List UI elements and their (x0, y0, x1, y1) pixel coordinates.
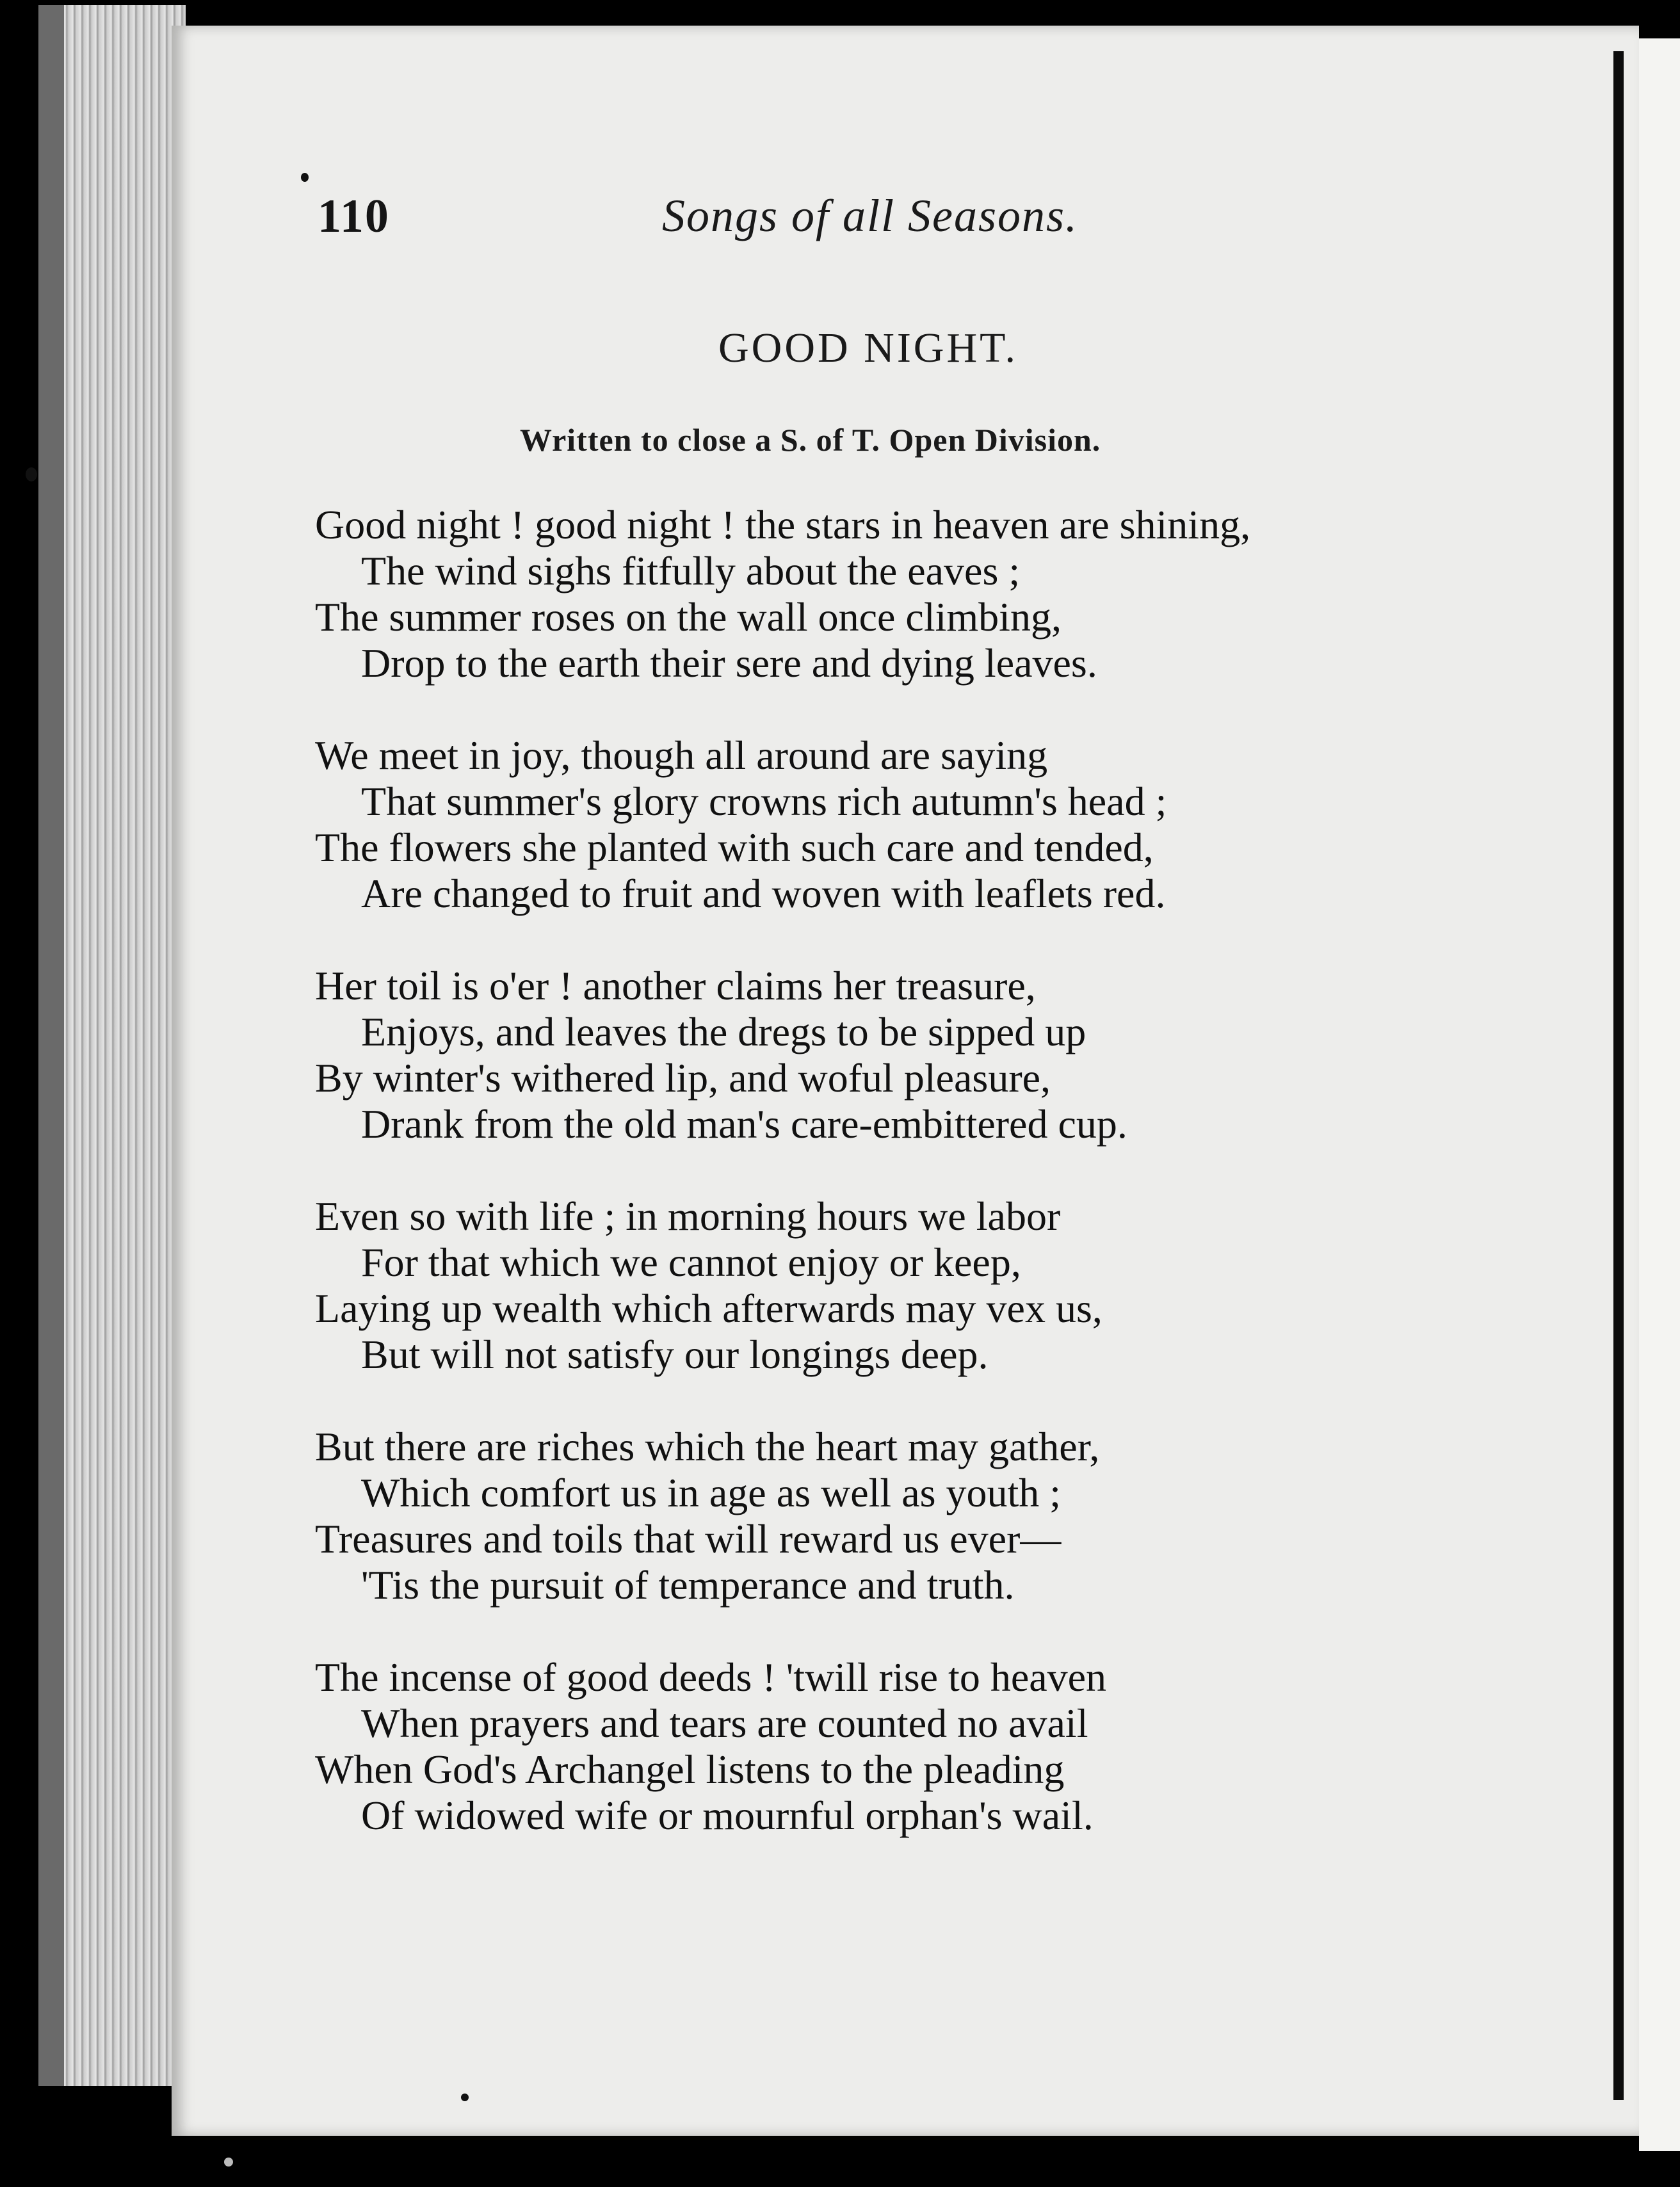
stanza (315, 1654, 1595, 1839)
poem-line: Enjoys, and leaves the dregs to be sipped up (361, 1009, 1086, 1054)
poem-line: The incense of good deeds ! 'twill rise to heaven (315, 1654, 1107, 1700)
facing-page-edge (1639, 38, 1680, 2151)
poem-line: By winter's withered lip, and woful pleasure, (315, 1055, 1051, 1101)
poem-line: Good night ! good night ! the stars in heaven are shining, (315, 502, 1251, 547)
scan-speck (301, 173, 309, 182)
running-title: Songs of all Seasons. (662, 190, 1079, 241)
stanza (315, 732, 1595, 917)
poem-line: The wind sighs fitfully about the eaves ; (361, 548, 1021, 593)
poem-line: Treasures and toils that will reward us ever— (315, 1516, 1062, 1562)
poem-line: Are changed to fruit and woven with leaflets red. (361, 871, 1166, 916)
stanza (315, 963, 1595, 1147)
poem-line: Of widowed wife or mournful orphan's wail. (361, 1793, 1094, 1838)
poem-subtitle: Written to close a S. of T. Open Division. (520, 422, 1101, 458)
poem-body (315, 502, 1595, 1885)
scan-speck (224, 2158, 233, 2167)
poem-line: The flowers she planted with such care and tended, (315, 825, 1154, 870)
poem-line: Drop to the earth their sere and dying leaves. (361, 640, 1097, 686)
poem-line: That summer's glory crowns rich autumn's head ; (361, 779, 1167, 824)
poem-line: But there are riches which the heart may gather, (315, 1424, 1100, 1469)
stanza (315, 502, 1595, 686)
poem-line: But will not satisfy our longings deep. (361, 1332, 989, 1377)
binding-shadow (38, 5, 64, 2086)
scan-speck (461, 2094, 469, 2101)
poem-line: The summer roses on the wall once climbing, (315, 594, 1062, 640)
poem-line: Even so with life ; in morning hours we labor (315, 1193, 1061, 1239)
poem-line: We meet in joy, though all around are saying (315, 732, 1048, 778)
poem-line: Laying up wealth which afterwards may vex us, (315, 1286, 1102, 1331)
stanza (315, 1424, 1595, 1608)
poem-line: 'Tis the pursuit of temperance and truth. (361, 1562, 1015, 1608)
poem-title: GOOD NIGHT. (718, 325, 1019, 371)
poem-line: Her toil is o'er ! another claims her treasure, (315, 963, 1036, 1008)
gutter-rule (1613, 51, 1624, 2100)
poem-line: When God's Archangel listens to the pleading (315, 1747, 1065, 1792)
poem-line: When prayers and tears are counted no avail (361, 1700, 1088, 1746)
page-number: 110 (318, 190, 390, 243)
scan-speck (26, 467, 37, 481)
poem-line: For that which we cannot enjoy or keep, (361, 1239, 1021, 1285)
poem-line: Which comfort us in age as well as youth ; (361, 1470, 1062, 1515)
poem-line: Drank from the old man's care-embittered cup. (361, 1101, 1127, 1147)
stanza (315, 1193, 1595, 1378)
